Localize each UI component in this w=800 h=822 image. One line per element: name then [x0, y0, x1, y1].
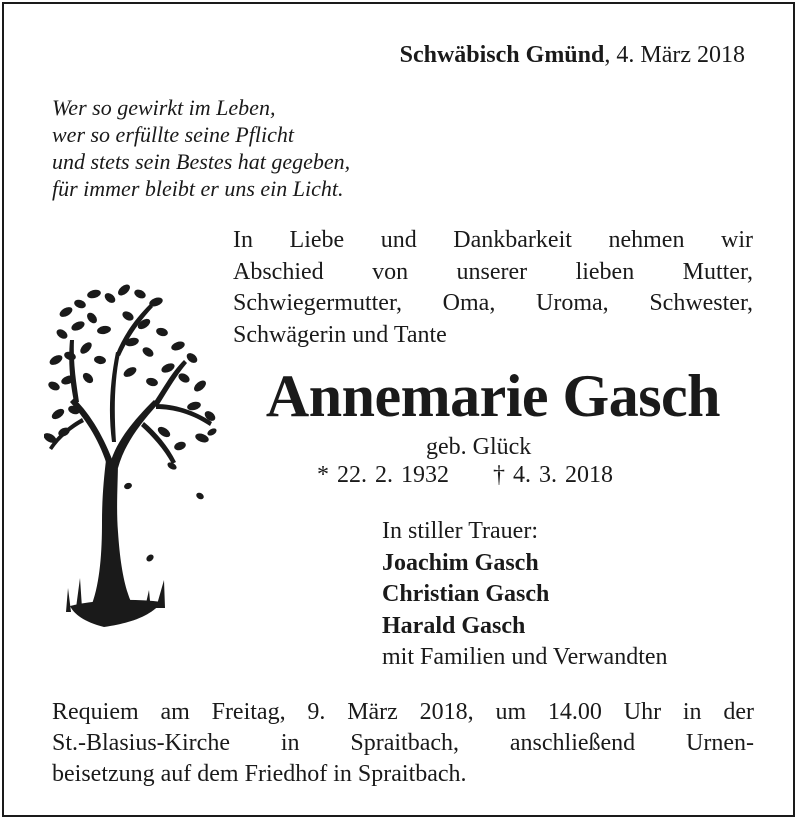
mourners-block	[382, 516, 668, 674]
mourner-name: Joachim Gasch	[382, 549, 539, 576]
obituary-notice	[2, 2, 795, 817]
mourner-name: Christian Gasch	[382, 581, 550, 607]
farewell-line: Schwägerin und Tante	[233, 321, 447, 348]
farewell-line: Schwiegermutter, Oma, Uroma, Schwester,	[233, 290, 753, 316]
requiem-line: St.-Blasius-Kirche in Spraitbach, anschließend Urnen-	[52, 730, 754, 756]
requiem-details	[52, 697, 754, 790]
dateline	[400, 42, 745, 69]
poem-line: wer so erfüllte seine Pflicht	[52, 122, 294, 147]
farewell-line: In Liebe und Dankbarkeit nehmen wir	[233, 227, 753, 253]
life-dates	[317, 462, 613, 489]
mourners-closing: mit Familien und Verwandten	[382, 644, 668, 670]
notice-date: , 4. März 2018	[604, 42, 745, 68]
farewell-line: Abschied von unserer lieben Mutter,	[233, 258, 753, 285]
deceased-name: Annemarie Gasch	[265, 363, 721, 429]
mourning-heading: In stiller Trauer:	[382, 518, 538, 544]
mourner-name: Harald Gasch	[382, 612, 526, 639]
poem-line: und stets sein Bestes hat gegeben,	[52, 149, 351, 174]
poem-line: Wer so gewirkt im Leben,	[52, 95, 276, 120]
city-name: Schwäbisch Gmünd	[399, 42, 605, 68]
requiem-line: beisetzung auf dem Friedhof in Spraitbach.	[52, 761, 467, 787]
birth-date: * 22. 2. 1932	[317, 462, 449, 488]
death-date: † 4. 3. 2018	[493, 462, 613, 488]
memorial-poem	[52, 94, 350, 202]
farewell-text	[233, 225, 753, 351]
maiden-name: geb. Glück	[426, 434, 532, 460]
poem-line: für immer bleibt er uns ein Licht.	[52, 176, 344, 201]
requiem-line: Requiem am Freitag, 9. März 2018, um 14.00 Uhr in der	[52, 699, 754, 725]
tree-silhouette-icon	[44, 282, 219, 637]
